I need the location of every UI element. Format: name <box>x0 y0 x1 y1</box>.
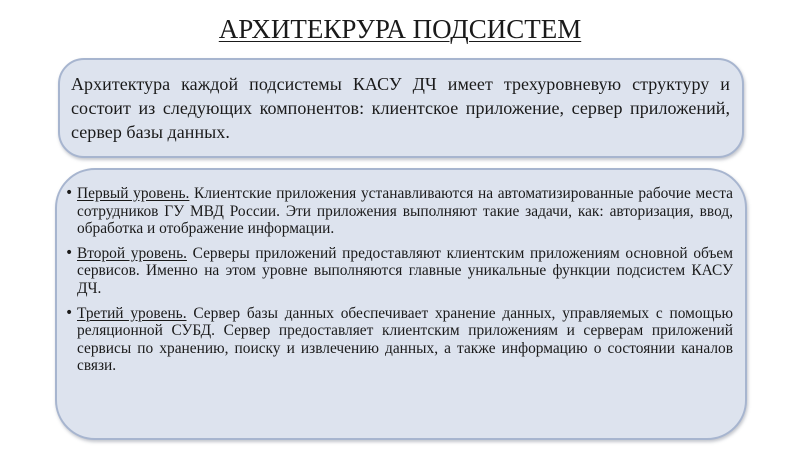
level-item-second <box>65 245 733 298</box>
level-item-first <box>65 185 733 238</box>
intro-text: Архитектура каждой подсистемы КАСУ ДЧ имеет трехуровневую структуру и состоит из следующих компонентов: клиентское приложение, сервер приложений, сервер базы данных. <box>71 74 730 142</box>
level-name: Третий уровень. <box>77 304 187 322</box>
bullet-icon: • <box>65 304 74 321</box>
bullet-icon: • <box>65 185 74 201</box>
slide-title <box>0 13 800 45</box>
level-name: Первый уровень. <box>77 185 190 202</box>
intro-box <box>58 58 744 158</box>
slide-title-text: АРХИТЕКРУРА ПОДСИСТЕМ <box>218 14 582 44</box>
level-description: Клиентские приложения устанавливаются на автоматизированные рабочие места сотрудников ГУ МВД России. Эти приложения выполняют такие задачи, как: авторизация, ввод, обработка и отображение информации. <box>77 185 733 238</box>
level-item-third <box>65 305 733 375</box>
bullet-icon: • <box>65 244 74 261</box>
levels-list <box>65 185 733 375</box>
level-description: Серверы приложений предоставляют клиентским приложениям основной объем сервисов. Именно на этом уровне выполняются главные уникальные функции подсистем КАСУ ДЧ. <box>77 244 733 297</box>
levels-box <box>55 168 747 440</box>
level-name: Второй уровень. <box>77 244 187 262</box>
level-description: Сервер базы данных обеспечивает хранение данных, управляемых с помощью реляционной СУБД. Сервер предоставляет клиентским приложениям и серверам приложений сервисы по хранению, поиску и извлечению данных, а также информацию о состоянии каналов связи. <box>77 304 733 375</box>
